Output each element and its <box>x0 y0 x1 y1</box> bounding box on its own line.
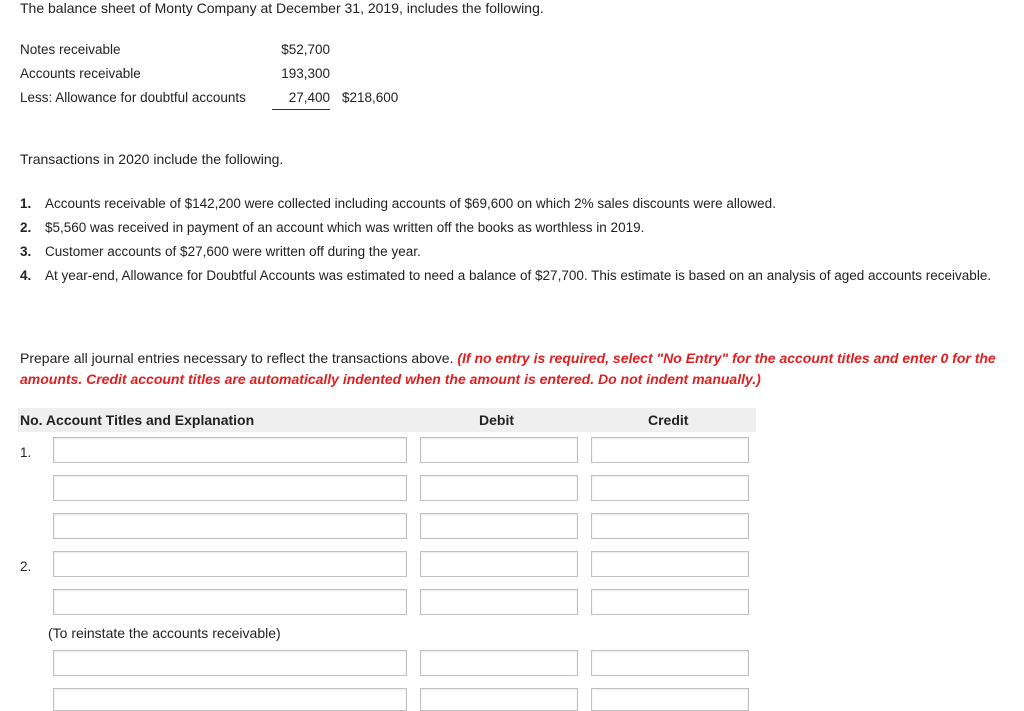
balance-sheet-net-amount: $218,600 <box>342 90 399 105</box>
reinstate-explanation: (To reinstate the accounts receivable) <box>48 625 281 641</box>
account-title-input[interactable] <box>53 650 407 676</box>
account-title-input[interactable] <box>53 513 407 539</box>
instruction-note: (If no entry is required, select "No Entry" for the account titles and enter 0 for the amounts. Credit account titles are automatically indented when the amount is entered. Do not indent manually.) <box>20 350 996 387</box>
prepare-text: Prepare all journal entries necessary to reflect the transactions above. <box>20 350 454 366</box>
credit-input[interactable] <box>591 437 749 463</box>
transactions-list <box>20 194 1010 290</box>
balance-sheet-amount: 193,300 <box>281 66 330 81</box>
debit-input[interactable] <box>420 688 578 711</box>
list-item-number: 2. <box>20 220 32 235</box>
journal-table-header <box>18 408 756 432</box>
column-header-debit: Debit <box>479 412 514 428</box>
entry-number: 2. <box>20 559 32 574</box>
debit-input[interactable] <box>420 475 578 501</box>
balance-sheet-amount: 27,400 <box>272 88 330 110</box>
debit-input[interactable] <box>420 650 578 676</box>
account-title-input[interactable] <box>53 437 407 463</box>
list-item <box>20 242 1010 262</box>
list-item-number: 1. <box>20 196 32 211</box>
balance-sheet-label: Notes receivable <box>20 42 121 57</box>
list-item-text: At year-end, Allowance for Doubtful Accounts was estimated to need a balance of $27,700. This estimate is based on an analysis of aged accounts receivable. <box>45 268 992 283</box>
list-item <box>20 266 1010 286</box>
entry-number: 1. <box>20 445 32 460</box>
credit-input[interactable] <box>591 513 749 539</box>
transactions-intro: Transactions in 2020 include the following. <box>20 151 284 167</box>
balance-sheet-amount: $52,700 <box>281 42 330 57</box>
list-item-number: 3. <box>20 244 32 259</box>
account-title-input[interactable] <box>53 589 407 615</box>
debit-input[interactable] <box>420 437 578 463</box>
debit-input[interactable] <box>420 513 578 539</box>
list-item-number: 4. <box>20 268 32 283</box>
balance-sheet-label: Accounts receivable <box>20 66 141 81</box>
account-title-input[interactable] <box>53 551 407 577</box>
column-header-account: No. Account Titles and Explanation <box>20 412 255 428</box>
problem-intro: The balance sheet of Monty Company at December 31, 2019, includes the following. <box>20 0 544 16</box>
debit-input[interactable] <box>420 589 578 615</box>
list-item-text: $5,560 was received in payment of an account which was written off the books as worthless in 2019. <box>45 220 645 235</box>
credit-input[interactable] <box>591 551 749 577</box>
account-title-input[interactable] <box>53 688 407 711</box>
credit-input[interactable] <box>591 688 749 711</box>
list-item <box>20 194 1010 214</box>
list-item <box>20 218 1010 238</box>
balance-sheet-label: Less: Allowance for doubtful accounts <box>20 90 246 105</box>
credit-input[interactable] <box>591 475 749 501</box>
debit-input[interactable] <box>420 551 578 577</box>
credit-input[interactable] <box>591 589 749 615</box>
credit-input[interactable] <box>591 650 749 676</box>
account-title-input[interactable] <box>53 475 407 501</box>
column-header-credit: Credit <box>648 412 689 428</box>
list-item-text: Accounts receivable of $142,200 were collected including accounts of $69,600 on which 2% sales discounts were allowed. <box>45 196 776 211</box>
list-item-text: Customer accounts of $27,600 were written off during the year. <box>45 244 421 259</box>
instructions-paragraph <box>20 348 1010 390</box>
